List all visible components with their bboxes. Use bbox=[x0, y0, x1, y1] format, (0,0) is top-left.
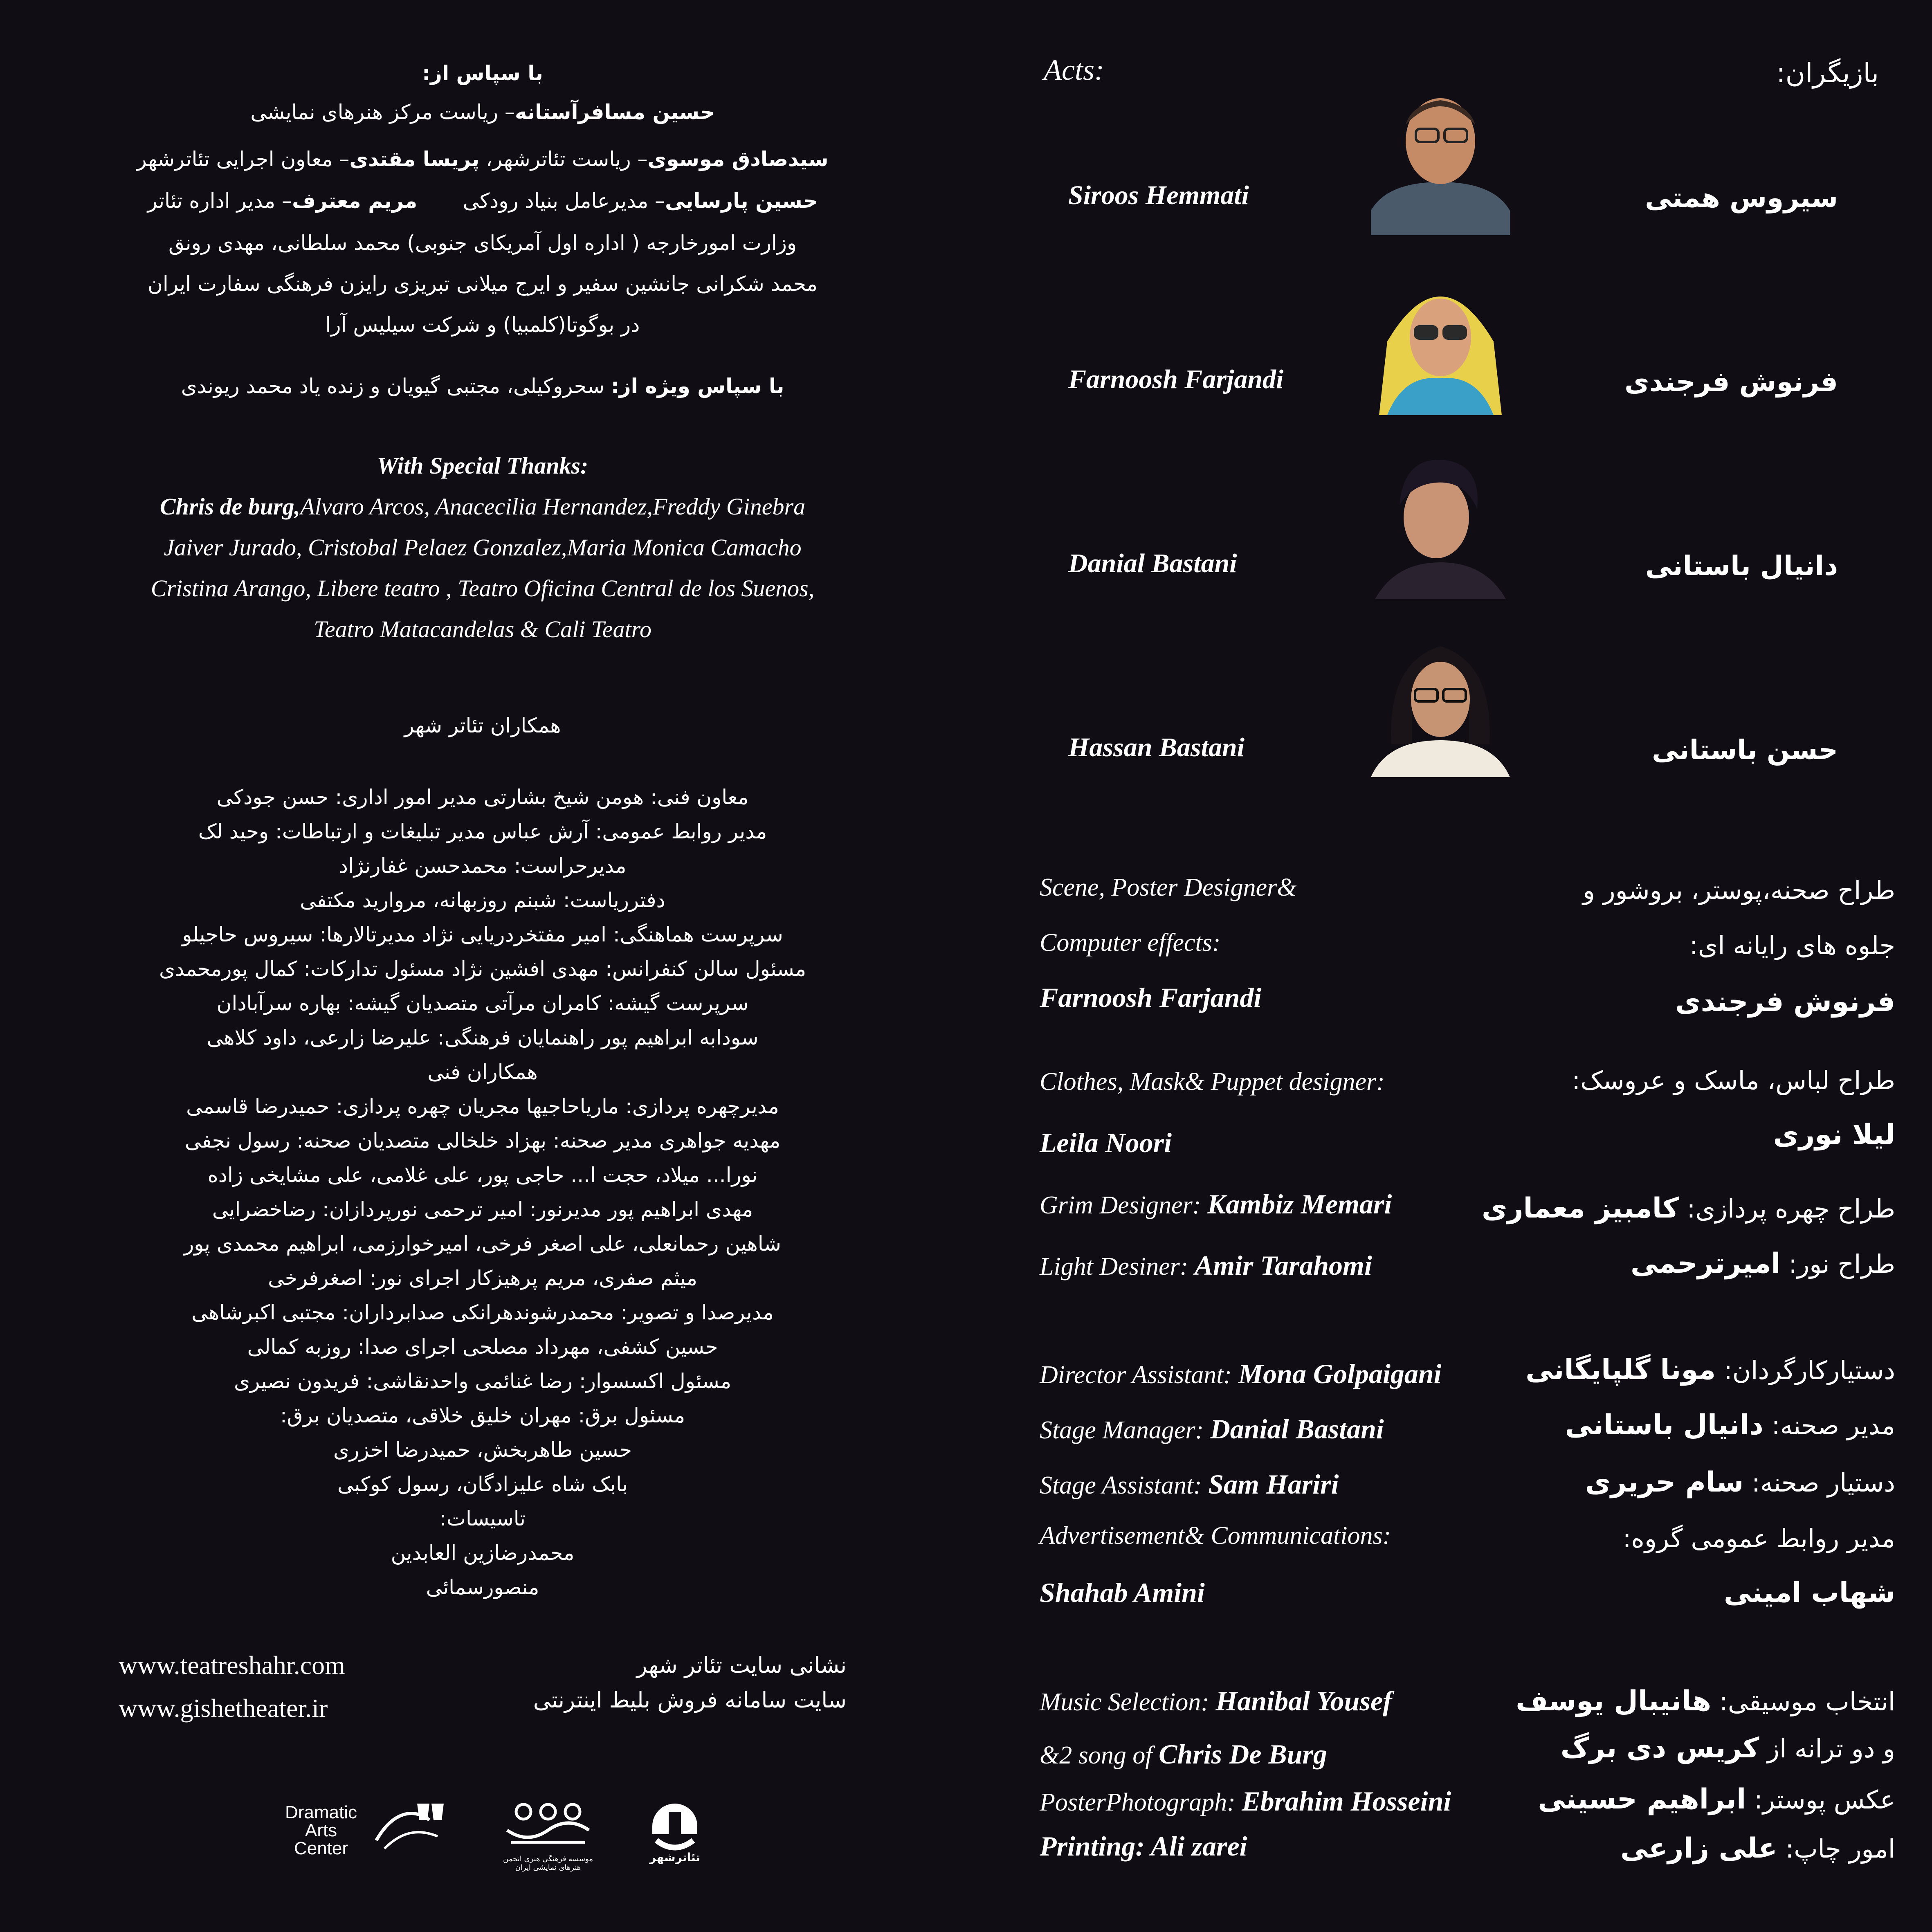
poster-photograph-fa bbox=[1538, 1783, 1895, 1815]
computer-effects-label-fa: جلوه های رایانه ای: bbox=[1689, 930, 1895, 960]
printing-en: Printing: Ali zarei bbox=[1040, 1831, 1247, 1862]
thanks-line-4: وزارت امورخارجه ( اداره اول آمریکای جنوبی) محمد سلطانی، مهدی رونق bbox=[168, 231, 797, 255]
actor-photo bbox=[1363, 80, 1518, 235]
poster-photograph-en bbox=[1040, 1785, 1451, 1817]
music-selection-label-fa: انتخاب موسیقی: bbox=[1719, 1687, 1895, 1716]
actor-photo bbox=[1363, 622, 1518, 777]
cast-heading: بازیگران: bbox=[1776, 57, 1879, 89]
actor-name-fa: سیروس همتی bbox=[1645, 182, 1838, 213]
thanks-line-1 bbox=[115, 100, 851, 124]
teatre-shahr-logo-text: تئاترشهر bbox=[649, 1851, 700, 1864]
special-thanks-en-line-3: Cristina Arango, Libere teatro , Teatro Oficina Central de los Suenos, bbox=[151, 575, 815, 602]
teatreshahr-link[interactable]: www.teatreshahr.com bbox=[119, 1651, 345, 1680]
anjoman-logo-text: موسسه فرهنگی هنری انجمن هنرهای نمایشی ایران bbox=[503, 1855, 593, 1872]
special-thanks-names: سحروکیلی، مجتبی گیویان و زنده یاد محمد ریوندی bbox=[181, 374, 604, 398]
colleague-line: مدیرچهره پردازی: ماریاحاجیها مجریان چهره پردازی: حمیدرضا قاسمی bbox=[186, 1094, 779, 1118]
special-thanks-label: با سپاس ویژه از: bbox=[611, 374, 784, 398]
clothes-designer-name-fa: لیلا نوری bbox=[1773, 1119, 1895, 1151]
thanks-heading: با سپاس از: bbox=[422, 61, 543, 85]
colleague-line: همکاران فنی bbox=[427, 1060, 538, 1084]
grim-designer-fa bbox=[1482, 1192, 1895, 1224]
special-thanks-line bbox=[115, 374, 851, 398]
colleagues-heading: همکاران تئاتر شهر bbox=[404, 714, 561, 737]
thanks-line-2 bbox=[115, 147, 851, 171]
anjoman-logo bbox=[499, 1799, 597, 1873]
stage-manager-name-en: Danial Bastani bbox=[1210, 1413, 1384, 1445]
thanks-line-3 bbox=[115, 189, 851, 213]
stage-manager-label-en: Stage Manager: bbox=[1040, 1416, 1204, 1444]
actor-portrait-icon bbox=[1363, 80, 1518, 235]
light-designer-en bbox=[1040, 1249, 1372, 1282]
special-thanks-en-line-4: Teatro Matacandelas & Cali Teatro bbox=[313, 616, 652, 643]
colleague-line: سرپرست گیشه: کامران مرآتی متصدیان گیشه: بهاره سرآبادان bbox=[216, 991, 749, 1015]
dramatic-arts-logo-text: Center bbox=[294, 1838, 348, 1858]
music-selection-label-en: Music Selection: bbox=[1040, 1688, 1209, 1716]
dramatic-arts-logo-text: Arts bbox=[305, 1820, 337, 1840]
colleague-line: مسئول سالن کنفرانس: مهدی افشین نژاد مسئول تدارکات: کمال پورمحمدی bbox=[159, 957, 806, 981]
music-selection-name-fa: هانیبال یوسف bbox=[1516, 1685, 1712, 1717]
director-assistant-label-en: Director Assistant: bbox=[1040, 1361, 1232, 1389]
thanks-line-6: در بوگوتا(کلمبیا) و شرکت سیلیس آرا bbox=[325, 313, 640, 337]
colleague-line: مدیر روابط عمومی: آرش عباس مدیر تبلیغات و ارتباطات: وحید لک bbox=[198, 820, 767, 843]
thanks-name: مریم معترف bbox=[292, 189, 418, 213]
teatre-shahr-emblem-icon bbox=[648, 1802, 701, 1851]
advertisement-label-fa: مدیر روابط عمومی گروه: bbox=[1622, 1523, 1895, 1553]
scene-designer-label-en: Scene, Poster Designer& bbox=[1040, 874, 1297, 901]
songs-label-en: &2 song of bbox=[1040, 1741, 1152, 1769]
colleague-line: حسین طاهربخش، حمیدرضا اخزری bbox=[333, 1438, 632, 1462]
scene-designer-name-fa: فرنوش فرجندی bbox=[1675, 986, 1895, 1018]
thanks-role: – مدیر اداره تئاتر bbox=[147, 189, 292, 213]
actor-name-en: Danial Bastani bbox=[1068, 548, 1237, 578]
director-assistant-name-en: Mona Golpaigani bbox=[1238, 1358, 1442, 1389]
teatre-shahr-logo bbox=[648, 1802, 701, 1871]
dramatic-arts-emblem-icon bbox=[368, 1795, 446, 1857]
colleague-line: منصورسمائی bbox=[426, 1575, 539, 1599]
stage-manager-fa bbox=[1565, 1409, 1895, 1441]
actor-portrait-icon bbox=[1363, 444, 1518, 599]
scene-designer-label-fa: طراح صحنه،پوستر، بروشور و bbox=[1583, 875, 1895, 905]
actor-name-fa: دانیال باستانی bbox=[1645, 550, 1838, 582]
printing-fa bbox=[1620, 1832, 1895, 1865]
director-assistant-fa bbox=[1525, 1354, 1895, 1386]
colleague-line: تاسیسات: bbox=[440, 1507, 526, 1530]
advertisement-name-fa: شهاب امینی bbox=[1723, 1577, 1895, 1609]
poster-photograph-label-en: PosterPhotograph: bbox=[1040, 1788, 1236, 1816]
actor-name-en: Farnoosh Farjandi bbox=[1068, 364, 1284, 394]
stage-assistant-name-en: Sam Hariri bbox=[1208, 1469, 1339, 1500]
site-label-ticket: سایت سامانه فروش بلیط اینترنتی bbox=[533, 1687, 847, 1713]
special-thanks-en-names: Alvaro Arcos, Anacecilia Hernandez,Freddy Ginebra bbox=[300, 493, 806, 520]
stage-manager-en bbox=[1040, 1413, 1384, 1445]
colleague-line: محمدرضازین العابدین bbox=[391, 1541, 575, 1565]
stage-assistant-name-fa: سام حریری bbox=[1585, 1466, 1744, 1498]
colleague-line: دفترریاست: شبنم روزبهانه، مروارید مکتفی bbox=[300, 888, 665, 912]
thanks-role: – مدیرعامل بنیاد رودکی bbox=[463, 189, 665, 213]
actor-photo bbox=[1363, 260, 1518, 415]
actor-name-en: Siroos Hemmati bbox=[1068, 180, 1249, 210]
thanks-role: – ریاست تئاترشهر، bbox=[486, 147, 648, 171]
director-assistant-label-fa: دستیارکارگردان: bbox=[1723, 1355, 1895, 1385]
colleague-line: مسئول اکسسوار: رضا غنائمی واحدنقاشی: فریدون نصیری bbox=[234, 1369, 732, 1393]
stage-assistant-en bbox=[1040, 1468, 1339, 1501]
actor-name-fa: حسن باستانی bbox=[1652, 734, 1838, 766]
stage-assistant-label-en: Stage Assistant: bbox=[1040, 1471, 1202, 1499]
poster-photograph-label-fa: عکس پوستر: bbox=[1754, 1785, 1895, 1815]
songs-en bbox=[1040, 1738, 1327, 1770]
anjoman-emblem-icon bbox=[499, 1799, 597, 1853]
special-thanks-en-heading: With Special Thanks: bbox=[377, 452, 589, 479]
songs-fa bbox=[1561, 1732, 1895, 1764]
music-selection-name-en: Hanibal Yousef bbox=[1215, 1685, 1392, 1716]
dramatic-arts-center-logo bbox=[274, 1795, 446, 1869]
thanks-role: – معاون اجرایی تئاترشهر bbox=[137, 147, 350, 171]
music-selection-fa bbox=[1516, 1685, 1895, 1717]
colleague-line: مهدی ابراهیم پور مدیرنور: امیر ترحمی نورپردازان: رضاخضرایی bbox=[212, 1197, 753, 1221]
stage-assistant-label-fa: دستیار صحنه: bbox=[1751, 1468, 1895, 1498]
songs-name-en: Chris De Burg bbox=[1159, 1739, 1328, 1770]
colleague-line: نورا... میلاد، حجت ا... حاجی پور، علی غلامی، علی مشایخی زاده bbox=[207, 1163, 758, 1187]
colleague-line: مهدیه جواهری مدیر صحنه: بهزاد خلخالی متصدیان صحنه: رسول نجفی bbox=[184, 1129, 781, 1152]
computer-effects-label-en: Computer effects: bbox=[1040, 929, 1221, 957]
director-assistant-name-fa: مونا گلپایگانی bbox=[1525, 1354, 1716, 1386]
actor-photo bbox=[1363, 444, 1518, 599]
grim-designer-name-fa: کامبیز معماری bbox=[1482, 1192, 1679, 1224]
thanks-name: حسین مسافرآستانه bbox=[514, 100, 715, 124]
grim-designer-name-en: Kambiz Memari bbox=[1207, 1188, 1392, 1220]
special-thanks-en-line-2: Jaiver Jurado, Cristobal Pelaez Gonzalez,Maria Monica Camacho bbox=[164, 534, 802, 561]
colleague-line: مسئول برق: مهران خلیق خلاقی، متصدیان برق: bbox=[280, 1404, 685, 1427]
grim-designer-label-fa: طراح چهره پردازی: bbox=[1687, 1194, 1895, 1224]
colleague-line: معاون فنی: هومن شیخ بشارتی مدیر امور اداری: حسن جودکی bbox=[216, 785, 749, 809]
clothes-designer-label-en: Clothes, Mask& Puppet designer: bbox=[1040, 1068, 1385, 1096]
colleague-line: شاهین رحمانعلی، علی اصغر فرخی، امیرخوارزمی، ابراهیم محمدی پور bbox=[184, 1232, 781, 1256]
colleague-line: بابک شاه علیزادگان، رسول کوکبی bbox=[337, 1472, 628, 1496]
thanks-name: پریسا مقتدی bbox=[349, 147, 480, 171]
poster-photograph-name-fa: ابراهیم حسینی bbox=[1538, 1783, 1746, 1815]
advertisement-name-en: Shahab Amini bbox=[1040, 1577, 1205, 1608]
scene-designer-name-en: Farnoosh Farjandi bbox=[1040, 982, 1262, 1013]
grim-designer-en bbox=[1040, 1188, 1392, 1220]
light-designer-label-en: Light Desiner: bbox=[1040, 1253, 1188, 1281]
songs-label-fa: و دو ترانه از bbox=[1767, 1734, 1895, 1764]
light-designer-name-en: Amir Tarahomi bbox=[1194, 1250, 1372, 1281]
special-thanks-en-line-1 bbox=[106, 493, 859, 520]
printing-label-fa: امور چاپ: bbox=[1785, 1834, 1895, 1864]
advertisement-label-en: Advertisement& Communications: bbox=[1040, 1522, 1391, 1550]
stage-manager-label-fa: مدیر صحنه: bbox=[1771, 1411, 1895, 1440]
colleague-line: سودابه ابراهیم پور راهنمایان فرهنگی: علیرضا زارعی، داود کلاهی bbox=[207, 1026, 759, 1049]
actor-portrait-icon bbox=[1363, 622, 1518, 777]
colleague-line: حسین کشفی، مهرداد مصلحی اجرای صدا: روزبه کمالی bbox=[247, 1335, 718, 1359]
thanks-name: سیدصادق موسوی bbox=[647, 147, 829, 171]
colleague-line: میثم صفری، مریم پرهیزکار اجرای نور: اصغرفرخی bbox=[268, 1266, 697, 1290]
actor-name-fa: فرنوش فرجندی bbox=[1624, 366, 1838, 398]
thanks-name: حسین پارسایی bbox=[665, 189, 818, 213]
dramatic-arts-logo-text: Dramatic bbox=[285, 1802, 357, 1822]
colleague-line: مدیرصدا و تصویر: محمدرشوندهرانکی صدابرداران: مجتبی اکبرشاهی bbox=[191, 1301, 774, 1324]
actor-name-en: Hassan Bastani bbox=[1068, 732, 1245, 762]
thanks-line-5: محمد شکرانی جانشین سفیر و ایرج میلانی تبریزی رایزن فرهنگی سفارت ایران bbox=[148, 272, 818, 296]
gishetheater-link[interactable]: www.gishetheater.ir bbox=[119, 1694, 328, 1723]
stage-manager-name-fa: دانیال باستانی bbox=[1565, 1409, 1764, 1441]
stage-assistant-fa bbox=[1585, 1466, 1895, 1498]
actor-portrait-icon bbox=[1363, 260, 1518, 415]
music-selection-en bbox=[1040, 1685, 1392, 1717]
clothes-designer-label-fa: طراح لباس، ماسک و عروسک: bbox=[1572, 1065, 1895, 1095]
special-thanks-en-name: Chris de burg, bbox=[160, 493, 301, 520]
grim-designer-label-en: Grim Designer: bbox=[1040, 1191, 1201, 1219]
light-designer-fa bbox=[1631, 1247, 1895, 1280]
thanks-role: – ریاست مرکز هنرهای نمایشی bbox=[250, 100, 515, 124]
director-assistant-en bbox=[1040, 1358, 1442, 1390]
light-designer-name-fa: امیرترحمی bbox=[1630, 1247, 1781, 1280]
colleague-line: سرپرست هماهنگی: امیر مفتخردریایی نژاد مدیرتالارها: سیروس حاجیلو bbox=[182, 923, 783, 946]
poster-photograph-name-en: Ebrahim Hosseini bbox=[1242, 1786, 1451, 1817]
site-label-teatre-shahr: نشانی سایت تئاتر شهر bbox=[636, 1652, 847, 1678]
light-designer-label-fa: طراح نور: bbox=[1788, 1249, 1895, 1279]
colleague-line: مدیرحراست: محمدحسن غفارنژاد bbox=[339, 854, 627, 878]
acts-heading: Acts: bbox=[1044, 54, 1104, 86]
cast-panel bbox=[966, 0, 1932, 1932]
printing-name-fa: علی زارعی bbox=[1620, 1832, 1777, 1865]
songs-name-fa: کریس دی برگ bbox=[1560, 1732, 1759, 1764]
clothes-designer-name-en: Leila Noori bbox=[1040, 1127, 1172, 1158]
